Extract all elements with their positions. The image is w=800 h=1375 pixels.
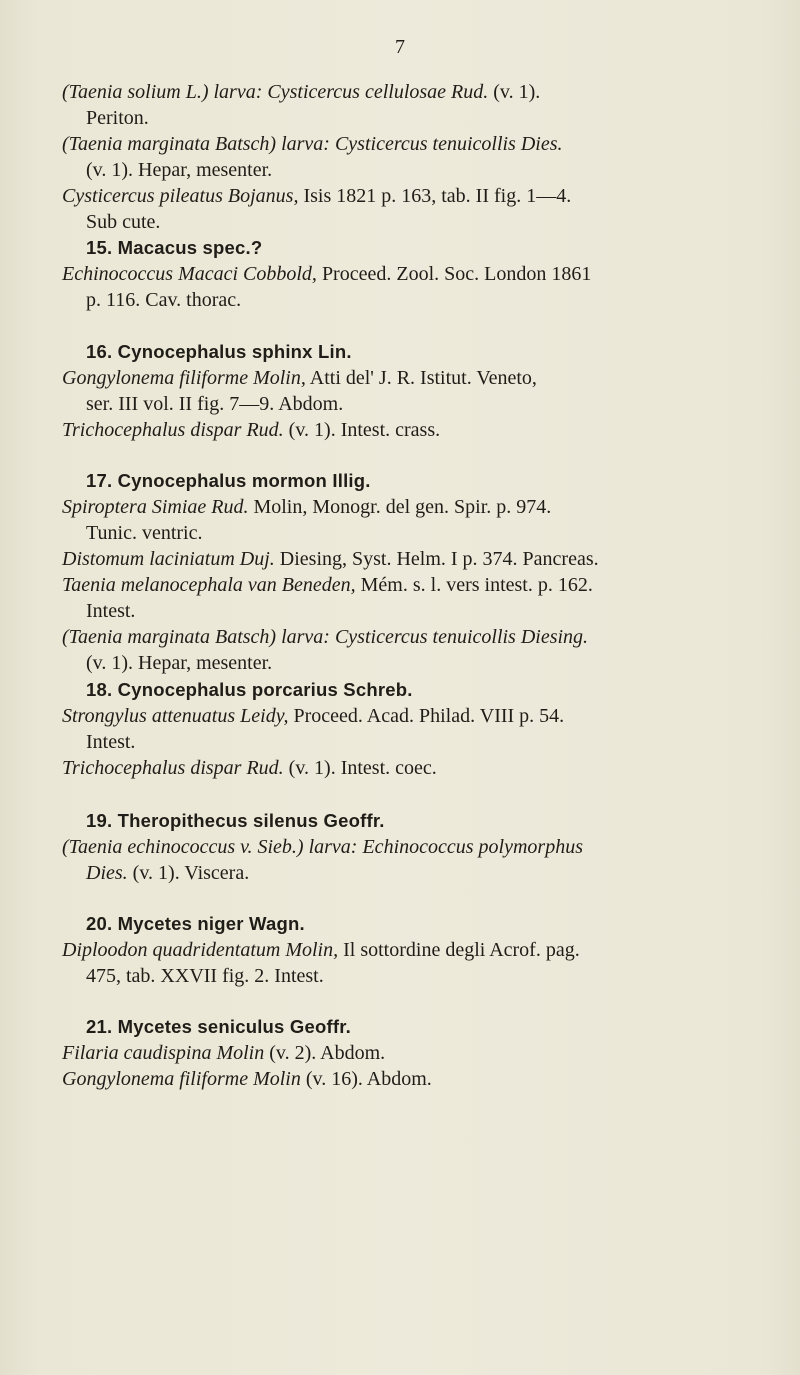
section-16 [62,339,752,443]
reference-text: (v. 1). Intest. coec. [283,757,437,779]
taxon-name: Distomum laciniatum Duj. [62,548,275,570]
reference-text: Molin, Monogr. del gen. Spir. p. 974. [248,496,552,518]
text-line [62,572,752,598]
text-line [62,183,752,209]
text-line [62,417,752,443]
taxon-name: Filaria caudispina Molin [62,1042,265,1064]
text-line [62,520,752,546]
reference-text: ser. III vol. II fig. 7—9. Abdom. [86,393,344,415]
text-line [62,834,752,860]
reference-text: (v. 1). Viscera. [127,862,250,884]
taxon-name: Trichocephalus dispar Rud. [62,757,284,779]
reference-text: Proceed. Zool. Soc. London 1861 [316,263,592,285]
taxon-name: Gongylonema filiforme Molin, [62,367,306,389]
reference-text: Tunic. ventric. [86,522,203,544]
text-line [62,157,752,183]
text-line [62,860,752,886]
reference-text: (v. 1). [488,81,541,103]
taxon-name: Echinococcus Macaci Cobbold, [62,263,317,285]
host-heading: 18. Cynocephalus porcarius Schreb. [86,679,413,700]
text-line [62,755,752,781]
host-heading: 20. Mycetes niger Wagn. [86,913,305,934]
reference-text: (v. 1). Intest. crass. [283,419,441,441]
text-line [62,598,752,624]
section-17 [62,468,752,676]
section-15 [62,235,752,313]
host-heading: 16. Cynocephalus sphinx Lin. [86,341,352,362]
taxon-name: Cysticercus pileatus Bojanus, [62,185,299,207]
section-18 [62,677,752,781]
text-line [62,131,752,157]
text-line [62,1066,752,1092]
reference-text: (v. 16). Abdom. [300,1068,432,1090]
reference-text: Isis 1821 p. 163, tab. II fig. 1—4. [298,185,572,207]
entry-block [62,79,752,235]
text-line [62,79,752,105]
text-line [62,963,752,989]
reference-text: Intest. [86,731,136,753]
text-line [62,729,752,755]
text-line [62,624,752,650]
reference-text: Intest. [86,600,136,622]
taxon-name: Strongylus attenuatus Leidy, [62,705,289,727]
reference-text: 475, tab. XXVII fig. 2. Intest. [86,965,324,987]
taxon-name: Gongylonema filiforme Molin [62,1068,301,1090]
taxon-name: Diploodon quadridentatum Molin, [62,939,339,961]
reference-text: (v. 2). Abdom. [264,1042,386,1064]
text-line [62,494,752,520]
text-line [62,650,752,676]
host-heading: 17. Cynocephalus mormon Illig. [86,470,371,491]
taxon-name: Spiroptera Simiae Rud. [62,496,249,518]
host-heading: 21. Mycetes seniculus Geoffr. [86,1016,351,1037]
reference-text: Periton. [86,107,149,129]
section-19 [62,808,752,886]
taxon-name: (Taenia echinococcus v. Sieb.) larva: Echinococcus polymorphus [62,836,583,858]
taxon-name: Trichocephalus dispar Rud. [62,419,284,441]
text-line [62,365,752,391]
text-line [62,209,752,235]
reference-text: Mém. s. l. vers intest. p. 162. [355,574,593,596]
reference-text: Proceed. Acad. Philad. VIII p. 54. [288,705,565,727]
page-number: 7 [395,36,405,58]
reference-text: p. 116. Cav. thorac. [86,289,242,311]
text-line [62,105,752,131]
host-heading: 15. Macacus spec.? [86,237,263,258]
text-line [62,703,752,729]
taxon-name: Taenia melanocephala van Beneden, [62,574,356,596]
taxon-name: (Taenia marginata Batsch) larva: Cysticercus tenuicollis Dies. [62,133,563,155]
reference-text: Atti del' J. R. Istitut. Veneto, [305,367,537,389]
reference-text: Sub cute. [86,211,161,233]
text-line [62,1040,752,1066]
reference-text: Il sottordine degli Acrof. pag. [338,939,580,961]
host-heading: 19. Theropithecus silenus Geoffr. [86,810,385,831]
reference-text: (v. 1). Hepar, mesenter. [86,652,273,674]
taxon-name: (Taenia marginata Batsch) larva: Cysticercus tenuicollis Diesing. [62,626,589,648]
reference-text: Diesing, Syst. Helm. I p. 374. Pancreas. [274,548,599,570]
text-line [62,937,752,963]
taxon-name: (Taenia solium L.) larva: Cysticercus cellulosae Rud. [62,81,489,103]
reference-text: (v. 1). Hepar, mesenter. [86,159,273,181]
text-line [62,546,752,572]
taxon-name: Dies. [86,862,128,884]
section-21 [62,1014,752,1092]
text-line [62,261,752,287]
section-20 [62,911,752,989]
text-line [62,391,752,417]
text-line [62,287,752,313]
